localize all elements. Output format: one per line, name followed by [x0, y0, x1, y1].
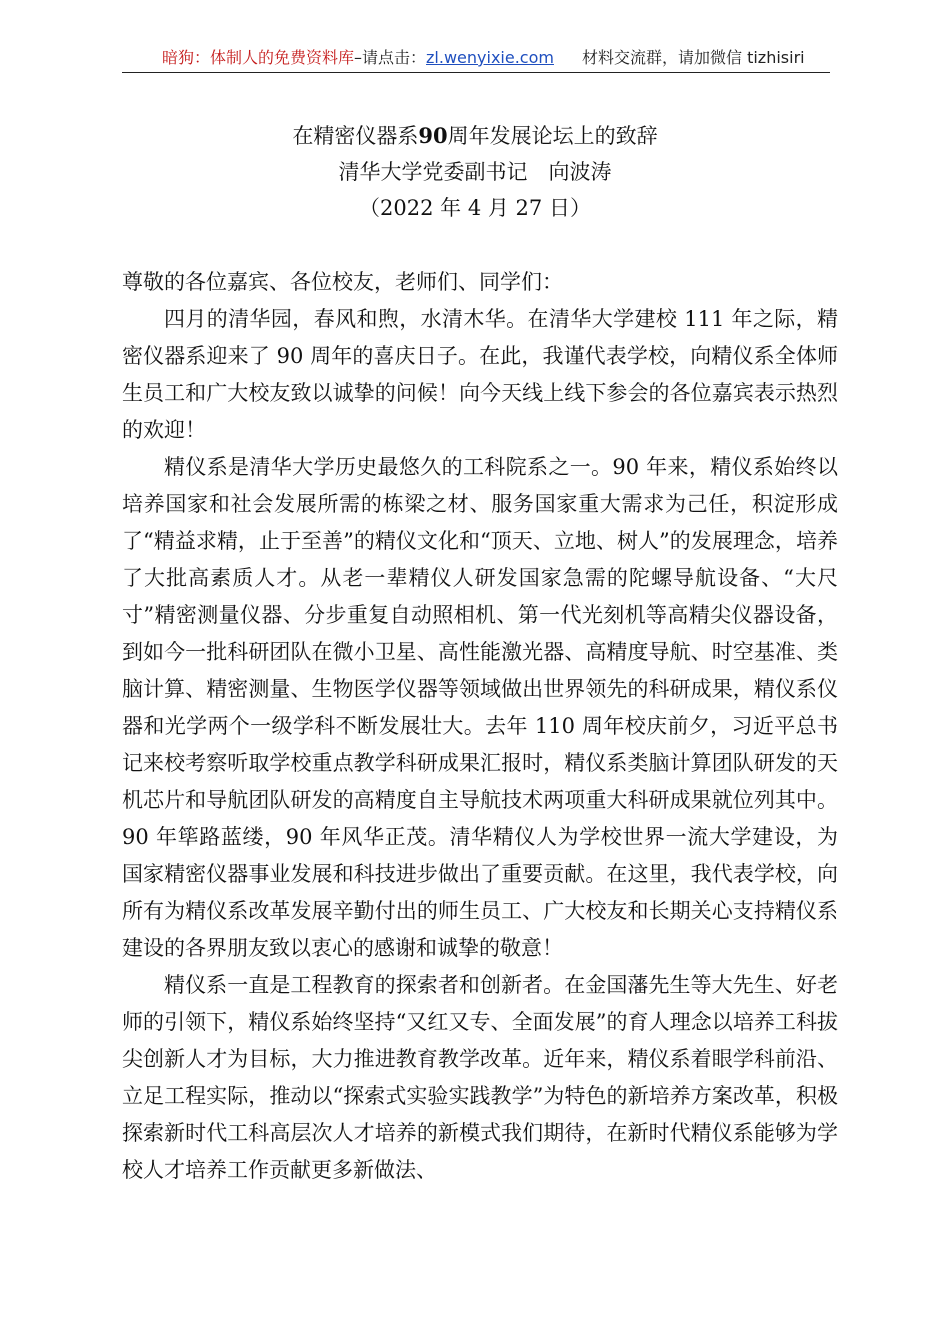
body-paragraph: 精仪系一直是工程教育的探索者和创新者。在金国藩先生等大先生、好老师的引领下，精仪系始终坚持“又红又专、全面发展”的育人理念以培养工科拔尖创新人才为目标，大力推进教育教学改革。近年来，精仪系着眼学科前沿、立足工程实际，推动以“探索式实验实践教学”为特色的新培养方案改革，积极探索新时代工科高层次人才培养的新模式我们期待，在新时代精仪系能够为学校人才培养工作贡献更多新做法、	[122, 973, 838, 1182]
speech-title	[0, 118, 950, 154]
header-prompt: –请点击：	[354, 48, 427, 67]
body-paragraph: 精仪系是清华大学历史最悠久的工科院系之一。90 年来，精仪系始终以培养国家和社会发展所需的栋梁之材、服务国家重大需求为己任，积淀形成了“精益求精，止于至善”的精仪文化和“顶天、立地、树人”的发展理念，培养了大批高素质人才。从老一辈精仪人研发国家急需的陀螺导航设备、“大尺寸”精密测量仪器、分步重复自动照相机、第一代光刻机等高精尖仪器设备，到如今一批科研团队在微小卫星、高性能激光器、高精度导航、时空基准、类脑计算、精密测量、生物医学仪器等领域做出世界领先的科研成果，精仪系仪器和光学两个一级学科不断发展壮大。去年 110 周年校庆前夕，习近平总书记来校考察听取学校重点教学科研成果汇报时，精仪系类脑计算团队研发的天机芯片和导航团队研发的高精度自主导航技术两项重大科研成果就位列其中。90 年筚路蓝缕，90 年风华正茂。清华精仪人为学校世界一流大学建设，为国家精密仪器事业发展和科技进步做出了重要贡献。在这里，我代表学校，向所有为精仪系改革发展辛勤付出的师生员工、广大校友和长期关心支持精仪系建设的各界朋友致以衷心的感谢和诚挚的敬意！	[122, 455, 838, 960]
header-brand: 暗狗：体制人的免费资料库	[162, 48, 355, 67]
speech-body	[122, 264, 838, 1189]
header-link[interactable]: zl.wenyixie.com	[426, 48, 554, 67]
page-header	[122, 44, 830, 73]
speech-title-number: 90	[418, 123, 448, 148]
header-note: 材料交流群，请加微信 tizhisiri	[582, 48, 805, 67]
speech-title-pre: 在精密仪器系	[292, 124, 419, 148]
speech-author: 清华大学党委副书记 向波涛	[338, 160, 612, 184]
title-block	[0, 118, 950, 226]
body-paragraph: 四月的清华园，春风和煦，水清木华。在清华大学建校 111 年之际，精密仪器系迎来了 90 周年的喜庆日子。在此，我谨代表学校，向精仪系全体师生员工和广大校友致以诚挚的问候！向今天线上线下参会的各位嘉宾表示热烈的欢迎！	[122, 307, 838, 442]
salutation: 尊敬的各位嘉宾、各位校友，老师们、同学们：	[122, 270, 563, 294]
speech-date: （2022 年 4 月 27 日）	[359, 196, 591, 220]
header-brand-line	[162, 44, 554, 72]
speech-title-post: 周年发展论坛上的致辞	[447, 124, 658, 148]
